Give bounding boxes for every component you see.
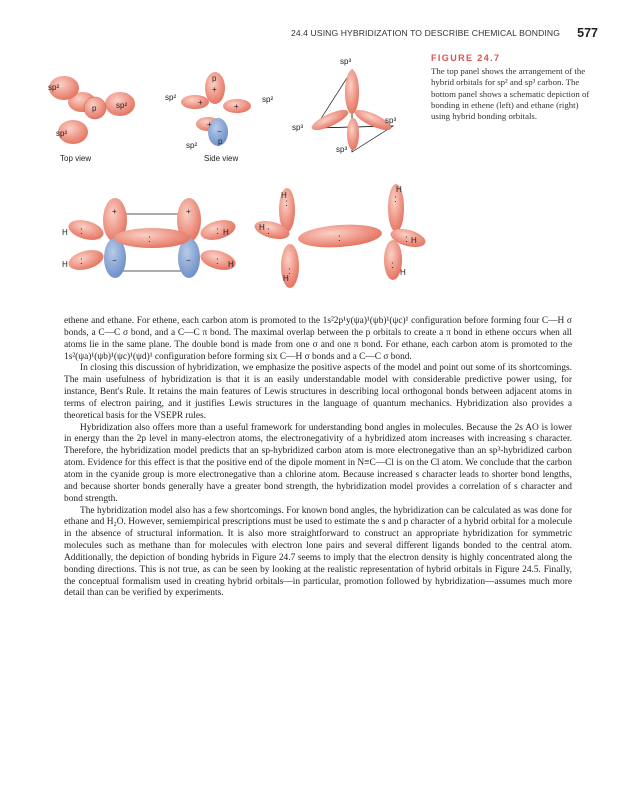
bond-electrons: :: [216, 226, 219, 237]
paragraph: The hybridization model also has a few shortcomings. For known bond angles, the hybridization can be calculated as was done for ethane and H₂O. However, semiempirical prescriptions must be used to estimate the s and p character of a hybrid orbital for a molecule in the absence of structural information. It is also more straightforward to construct an appropriate hybridization for symmetric molecules such as methane than for molecules with electron lone pairs and several different ligands bonded to the central atom. Additionally, the depiction of bonding hybrids in Figure 24.7 seems to imply that the electron density is highly concentrated along the bonding directions. This is not true, as can be seen by looking at the realistic representation of hybrid orbitals in Figure 24.5. Finally, the conceptual formalism used in creating hybrid orbitals—in particular, promotion followed by hybridization—assumes much more detail than can be verified by experiments.: [64, 505, 572, 599]
figure-label: FIGURE 24.7: [431, 53, 501, 63]
paragraph: In closing this discussion of hybridization, we emphasize the positive aspects of the model and point out some of its shortcomings. The main usefulness of hybridization is that it is an easily understandable model with considerable predictive power using, for instance, Bent's Rule. It retains the main features of Lewis structures in describing local orthogonal bonds between adjacent atoms in terms of electron pairing, and it justifies Lewis structures in the language of quantum mechanics. Hybridization also provides a theoretical basis for the VSEPR rules.: [64, 363, 572, 421]
bond-electrons: :: [216, 256, 219, 267]
atom-label-h: H: [259, 223, 265, 232]
plus-sign: +: [186, 207, 191, 216]
bond-electrons: :: [288, 266, 291, 277]
sp3-lobe: [347, 118, 359, 150]
orbital-label: sp³: [340, 57, 352, 66]
minus-sign: −: [112, 256, 117, 265]
orbital-label: p: [92, 104, 97, 113]
plus-sign: +: [234, 102, 239, 111]
sp2-lobe: [181, 95, 209, 109]
atom-label-h: H: [411, 236, 417, 245]
bond-electrons: :: [148, 234, 151, 245]
orbital-label: sp³: [336, 145, 348, 154]
ch-bond-lobe: [66, 217, 105, 244]
sigma-cc-lobe: [114, 228, 190, 248]
bond-electrons: :: [285, 198, 288, 209]
atom-label-h: H: [400, 268, 406, 277]
atom-label-h: H: [283, 274, 289, 283]
sp3-lobe: [309, 106, 350, 134]
sp3-lobe: [345, 70, 359, 114]
ch-bond-lobe: [66, 247, 105, 274]
bond-electrons: :: [394, 194, 397, 205]
minus-sign: −: [186, 256, 191, 265]
atom-label-h: H: [396, 185, 402, 194]
atom-label-h: H: [62, 228, 68, 237]
sp3-tetrahedral: [292, 57, 396, 154]
body-text: [64, 316, 572, 600]
orbital-label: sp³: [292, 123, 304, 132]
orbital-label: sp²: [165, 93, 177, 102]
orbital-label: sp²: [262, 95, 274, 104]
plus-sign: +: [198, 98, 203, 107]
running-header: [290, 26, 598, 42]
bond-electrons: :: [267, 226, 270, 237]
sp2-top-view: [48, 76, 135, 163]
figure-24-7: [40, 48, 440, 296]
paragraph: Hybridization also offers more than a useful framework for understanding bond angles in molecules. Because the 2s AO is lower in energy than the 2p level in many-electron atoms, the electronegativity of a hybridized atom increases with increasing s character. Therefore, the hybridization model predicts that an sp-hybridized carbon atom is more electronegative than an sp³-hybridized carbon atom. Evidence for this effect is that the positive end of the dipole moment in N≡C—Cl is on the Cl atom. We conclude that the carbon atom in the cyanide group is more electronegative than a chlorine atom. Because increased s character leads to shorter bond lengths, and because shorter bonds generally have a greater bond strength, the hybridization model provides a correlation of s character and bond strength.: [64, 422, 572, 504]
top-view-label: Top view: [60, 154, 92, 163]
bond-electrons: :: [405, 234, 408, 245]
plus-sign: +: [212, 85, 217, 94]
orbital-label: sp²: [48, 83, 60, 92]
bond-electrons: :: [338, 233, 341, 244]
page-number: 577: [577, 26, 598, 40]
orbital-label: p: [212, 74, 217, 83]
paragraph: ethene and ethane. For ethene, each carbon atom is promoted to the 1s²2p¹y(ψa)¹(ψb)¹(ψc)¹ configuration before forming four C—H σ bonds, a C—C σ bond, and a C—C π bond. The maximal overlap between the p orbitals to create a π bond in ethene occurs when all atoms lie in the same plane. The double bond is made from one σ and one π bond. For ethane, each carbon atom is promoted to the 1s²(ψa)¹(ψb)¹(ψc)¹(ψd)¹ configuration before forming six C—H σ bonds and a C—C σ bond.: [64, 316, 572, 362]
atom-label-h: H: [228, 260, 234, 269]
atom-label-h: H: [62, 260, 68, 269]
sp2-side-view: [165, 72, 273, 163]
ethene-bonding: [62, 198, 238, 278]
figure-caption: The top panel shows the arrangement of the hybrid orbitals for sp² and sp³ carbon. The bottom panel shows a schematic depiction of bonding in ethene (left) and ethane (right) using hybrid bonding orbitals.: [431, 66, 590, 122]
orbital-label: sp³: [385, 116, 397, 125]
orbital-label: sp²: [186, 141, 198, 150]
minus-sign: −: [217, 127, 222, 136]
plus-sign: +: [207, 120, 212, 129]
running-title: 24.4 USING HYBRIDIZATION TO DESCRIBE CHEMICAL BONDING: [290, 28, 560, 38]
orbital-label: sp²: [56, 129, 68, 138]
atom-label-h: H: [223, 228, 229, 237]
bond-electrons: :: [391, 260, 394, 271]
bond-electrons: :: [80, 256, 83, 267]
orbital-label: p: [218, 137, 223, 146]
bond-electrons: :: [80, 226, 83, 237]
orbital-label: sp²: [116, 101, 128, 110]
side-view-label: Side view: [204, 154, 239, 163]
atom-label-h: H: [281, 191, 287, 200]
ethane-bonding: [253, 184, 428, 288]
plus-sign: +: [112, 207, 117, 216]
